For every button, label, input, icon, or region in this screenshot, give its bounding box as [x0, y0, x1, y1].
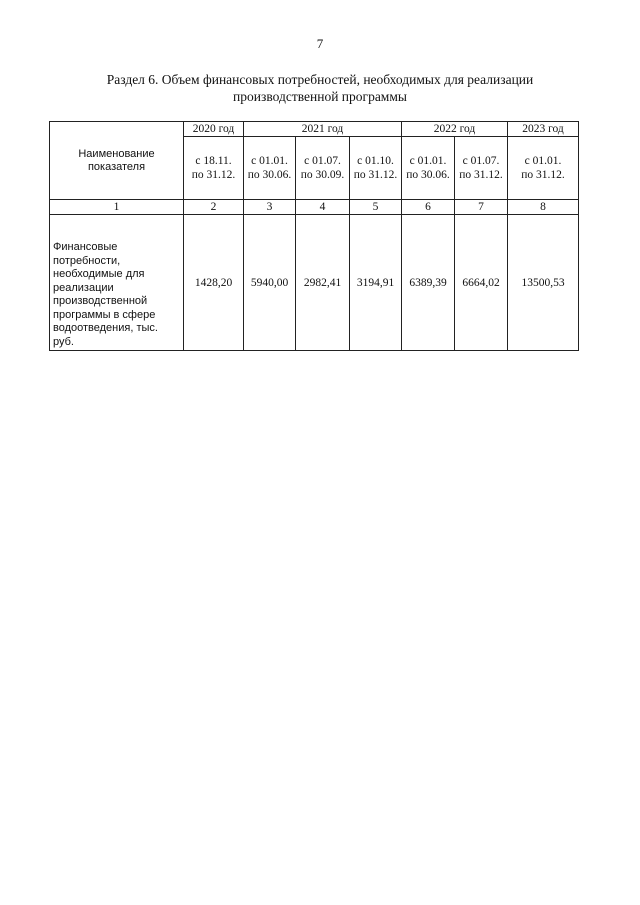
period-cell	[455, 137, 508, 200]
period-to: по 31.12.	[521, 169, 565, 181]
period-to: по 30.06.	[247, 169, 292, 181]
period-from: с 01.01.	[409, 155, 447, 167]
period-cell	[244, 137, 296, 200]
financial-needs-table	[49, 121, 579, 351]
value-cell: 6389,39	[402, 215, 455, 351]
value-cell: 13500,53	[508, 215, 579, 351]
period-cell	[508, 137, 579, 200]
indicator-line: реализации	[53, 281, 114, 294]
column-number: 2	[184, 200, 244, 215]
year-header-2023: 2023 год	[508, 122, 579, 137]
indicator-name-header-line-2: показателя	[87, 160, 146, 173]
indicator-line: руб.	[53, 335, 74, 348]
indicator-line: производственной	[53, 295, 148, 307]
period-to: по 31.12.	[353, 169, 398, 181]
period-cell	[350, 137, 402, 200]
column-number: 4	[296, 200, 350, 215]
column-number-row	[50, 200, 579, 215]
period-from: с 01.07.	[462, 155, 500, 167]
period-from: с 18.11.	[195, 155, 232, 167]
value-cell: 5940,00	[244, 215, 296, 351]
value-cell: 2982,41	[296, 215, 350, 351]
period-from: с 01.01.	[251, 155, 288, 167]
indicator-line: Финансовые	[53, 241, 118, 253]
period-to: по 31.12.	[459, 169, 503, 181]
value-cell: 6664,02	[455, 215, 508, 351]
indicator-line: программы в сфере	[53, 308, 156, 321]
period-from: с 01.10.	[357, 155, 394, 167]
period-cell	[402, 137, 455, 200]
period-cell	[184, 137, 244, 200]
indicator-line: необходимые для	[53, 268, 145, 280]
section-title-line-1: Раздел 6. Объем финансовых потребностей, необходимых для реализации	[106, 72, 534, 87]
column-number: 3	[244, 200, 296, 215]
column-number: 5	[350, 200, 402, 215]
period-from: с 01.07.	[304, 155, 341, 167]
indicator-name-header-line-1: Наименование	[78, 147, 155, 160]
period-from: с 01.01.	[524, 155, 562, 167]
indicator-name	[50, 215, 184, 351]
value-cell: 1428,20	[184, 215, 244, 351]
period-cell	[296, 137, 350, 200]
section-title-line-2: производственной программы	[233, 89, 407, 104]
period-to: по 30.06.	[406, 169, 450, 181]
year-header-2021: 2021 год	[244, 122, 402, 137]
indicator-name-header	[50, 122, 184, 200]
column-number: 1	[50, 200, 184, 215]
table-row	[50, 215, 579, 351]
value-cell: 3194,91	[350, 215, 402, 351]
year-header-row	[50, 122, 579, 137]
indicator-line: водоотведения, тыс.	[53, 322, 158, 334]
page-number: 7	[316, 36, 324, 51]
column-number: 6	[402, 200, 455, 215]
year-header-2020: 2020 год	[184, 122, 244, 137]
period-to: по 30.09.	[300, 169, 345, 181]
period-to: по 31.12.	[191, 169, 236, 181]
year-header-2022: 2022 год	[402, 122, 508, 137]
indicator-line: потребности,	[53, 254, 121, 267]
column-number: 8	[508, 200, 579, 215]
section-title	[60, 71, 580, 105]
column-number: 7	[455, 200, 508, 215]
